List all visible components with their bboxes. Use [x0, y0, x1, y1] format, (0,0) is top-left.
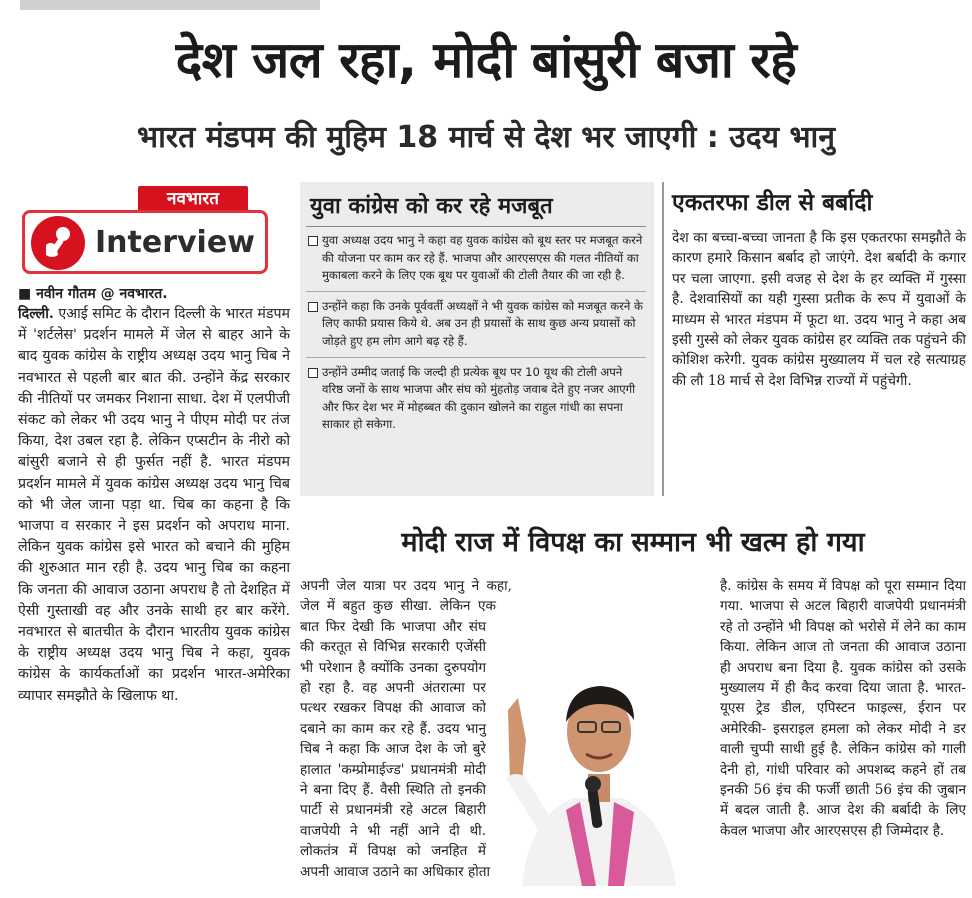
column-divider — [662, 182, 664, 496]
byline: ■ नवीन गौतम @ नवभारत. — [18, 286, 168, 302]
bullet-text: उन्होंने कहा कि उनके पूर्ववर्ती अध्यक्षों ने भी युवक कांग्रेस को मजबूत करने के लिए काफी प्रयास किये थे. अब उन ही प्रयासों के साथ कुछ अन्य प्रयासों को जोड़ते हुए हम लोग आगे बढ़ रहे हैं. — [322, 298, 643, 348]
bullet-text: युवा अध्यक्ष उदय भानु ने कहा वह युवक कांग्रेस को बूथ स्तर पर मजबूत करने की योजना पर काम कर रहे हैं. भाजपा और आरएसएस की गलत नीतियों का मुकाबला करने के लिए एक बूथ पर युवाओं की टोली तैयार की जा रही है. — [322, 233, 643, 283]
middle-article-text-2: है. कांग्रेस के समय में विपक्ष को पूरा सम्मान दिया गया. भाजपा से अटल बिहारी वाजपेयी प्रधानमंत्री रहे तो उन्होंने भी विपक्ष को भरोसे में लेने का काम किया. लेकिन आज तो जनता की आवाज उठाना ही अपराध बना दिया है. युवक कांग्रेस को उसके मुख्यालय में ही कैद करवा दिया जाता है. भारत-यूएस ट्रेड डील, एपिस्टन फाइल्स, ईरान पर अमेरिकी- इसराइल हमला को लेकर मोदी ने डर वाली चुप्पी साधी हुई है. लेकिन कांग्रेस को गाली देनी हो, गांधी परिवार को अपशब्द कहने हों तब इनकी 56 इंच की फर्जी छाती 56 इंच की जुबान में बदल जाती है. आज देश की बर्बादी के लिए केवल भाजपा और आरएसएस ही जिम्मेदार है. — [720, 578, 966, 839]
checkbox-square-icon — [308, 368, 318, 378]
left-article-body — [18, 304, 290, 707]
checkbox-square-icon — [308, 236, 318, 246]
badge-label: Interview — [95, 225, 255, 260]
top-rule — [20, 0, 320, 10]
box-title: युवा कांग्रेस को कर रहे मजबूत — [310, 194, 553, 219]
box-bullets — [306, 232, 646, 446]
dateline: दिल्ली. — [18, 306, 54, 322]
middle-article-text-1: अपनी जेल यात्रा पर उदय भानु ने कहा, जेल में बहुत कुछ सीखा. लेकिन एक बात फिर देखी कि भाजपा और संघ की करतूत से विभिन्न सरकारी एजेंसी भी परेशान है क्योंकि उनका दुरुपयोग हो रहा है. वह अपनी अंतरात्मा पर पत्थर रखकर विपक्ष की आवाज को दबाने का काम कर रहे हैं. उदय भानु चिब ने कहा कि आज देश के जो बुरे हालात 'कम्प्रोमाईज्ड' प्रधानमंत्री मोदी ने बना दिए हैं. वैसी स्थिति तो इनकी पार्टी से प्रधानमंत्री रहे अटल बिहारी वाजपेयी ने भी नहीं आने दी थी. लोकतंत्र में विपक्ष को जनहित में अपनी आवाज उठाने का अधिकार होता — [300, 578, 512, 880]
bullet-text: उन्होंने उम्मीद जताई कि जल्दी ही प्रत्येक बूथ पर 10 यूथ की टोली अपने वरिष्ठ जनों के साथ भाजपा और संघ को मुंहतोड़ जवाब देते हुए नजर आएगी और फिर देश भर में मोहब्बत की दुकान खोलने का राहुल गांधी का सपना साकार हो सकेगा. — [322, 364, 636, 432]
right-article-body: देश का बच्चा-बच्चा जानता है कि इस एकतरफा समझौते के कारण हमारे किसान बर्बाद हो जाएंगे. देश बर्बादी के कगार पर चला जाएगा. इसी वजह से देश के हर व्यक्ति में गुस्सा है. देशवासियों का यही गुस्सा प्रतीक के रूप में युवाओं के माध्यम से भारत मंडपम में फूटा था. उदय भानु ने कहा अब इसी गुस्से को लेकर युवक कांग्रेस हर व्यक्ति तक पहुंचने की कोशिश करेगी. युवक कांग्रेस मुख्यालय में चल रहे सत्याग्रह की लौ 18 मार्च से देश विभिन्न राज्यों में पहुंचेगी. — [672, 230, 966, 389]
list-item — [306, 232, 646, 292]
checkbox-square-icon — [308, 302, 318, 312]
list-item — [306, 298, 646, 358]
right-article-title: एकतरफा डील से बर्बादी — [672, 190, 873, 216]
subheadline: भारत मंडपम की मुहिम 18 मार्च से देश भर जाएगी : उदय भानु — [137, 120, 835, 155]
box-divider — [306, 226, 646, 227]
speaker-photo — [492, 670, 698, 886]
left-article-text: एआई समिट के दौरान दिल्ली के भारत मंडपम में 'शर्टलेस' प्रदर्शन मामले में जेल से बाहर आने के बाद युवक कांग्रेस के राष्ट्रीय अध्यक्ष उदय भानु चिब ने नवभारत से पहली बार बात की. उन्होंने केंद्र सरकार की नीतियों पर जमकर निशाना साधा. देश में एलपीजी संकट को लेकर भी उदय भानु ने पीएम मोदी पर तंज किया, देश उबल रहा है. लेकिन एप्सटीन के नीरो को बांसुरी बजाने से ही फुर्सत नहीं है. भारत मंडपम प्रदर्शन मामले में युवक कांग्रेस अध्यक्ष उदय भानु चिब को भी जेल जाना पड़ा था. चिब का कहना है कि भाजपा व सरकार ने इस प्रदर्शन को अपराध माना. लेकिन युवक कांग्रेस इसे भारत को बचाने की मुहिम की शुरुआत मान रही है. उदय भानु चिब का कहना कि जनता की आवाज उठाना अपराध है तो देशहित में ऐसी गुस्ताखी वह और उनके साथी हर बार करेंगे. नवभारत से बातचीत के दौरान भारतीय युवक कांग्रेस के राष्ट्रीय अध्यक्ष उदय भानु चिब ने कहा, युवक कांग्रेस के कार्यकर्ताओं का प्रदर्शन भारत-अमेरिका व्यापार समझौते के खिलाफ था. — [18, 306, 290, 704]
microphone-fist-icon — [31, 216, 85, 270]
brand-label: नवभारत — [138, 186, 248, 212]
headline: देश जल रहा, मोदी बांसुरी बजा रहे — [175, 31, 797, 89]
interview-badge — [22, 210, 268, 274]
list-item — [306, 364, 646, 440]
middle-article-title: मोदी राज में विपक्ष का सम्मान भी खत्म हो गया — [401, 527, 865, 558]
